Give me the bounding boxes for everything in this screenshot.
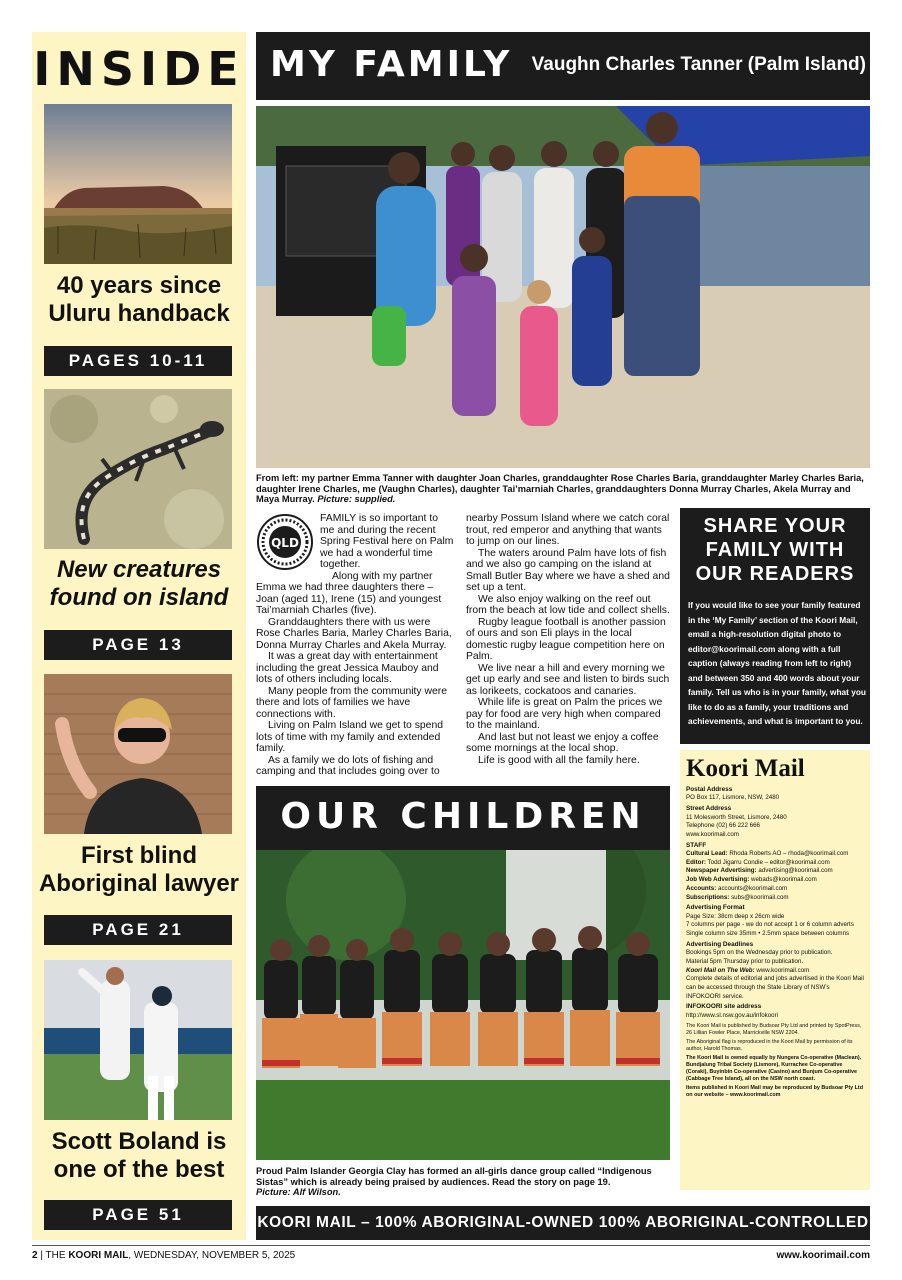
story-paragraph: FAMILY is so important to me and during the recent Spring Festival here on Palm we had a wonderful time together. — [320, 513, 454, 570]
share-body: If you would like to see your family featured in the ‘My Family’ section of the Koori Mail, email a high-resolution digital photo to editor@koorimail.com along with a full caption (always reading from left to right) and between 350 and 400 words about your family. Tell us who is in your family, what you like to do as a family, your traditions and achievements, and what is important to you. — [688, 600, 866, 726]
staff-role: Cultural Lead: — [686, 850, 728, 858]
story-paragraph: The waters around Palm have lots of fish and we also go camping on the island at Small Butler Bay where we have a shed and set up a tent. — [466, 547, 670, 593]
staff-line — [686, 894, 864, 903]
page-folio: 2 | THE KOORI MAIL, WEDNESDAY, NOVEMBER 5, 2025 — [32, 1250, 296, 1261]
inside-title: INSIDE — [33, 42, 245, 96]
story-paragraph: Along with my partner Emma we had three daughters there – Joan (aged 11), Irene (15) and youngest Tai’marniah Charles (five). — [256, 570, 442, 616]
my-family-banner — [256, 32, 870, 100]
staff-contact[interactable]: Rhoda Roberts AO – rhoda@koorimail.com — [729, 850, 849, 858]
ad-format-line: Single column size 35mm • 2.5mm space between columns — [686, 930, 850, 938]
staff-line — [686, 876, 864, 885]
qld-badge-icon — [256, 513, 314, 571]
teaser-headline-boland[interactable]: Scott Boland is one of the best — [51, 1128, 227, 1183]
family-photo[interactable] — [256, 106, 870, 468]
street-heading: Street Address — [686, 805, 732, 813]
staff-heading: STAFF — [686, 841, 707, 849]
story-paragraph: It was a great day with entertainment including the great Jessica Mauboy and lots of others including locals. — [256, 651, 439, 685]
ownership-tagline-bar: KOORI MAIL – 100% ABORIGINAL-OWNED 100% ABORIGINAL-CONTROLLED — [256, 1206, 870, 1240]
staff-role: Editor: — [686, 858, 706, 866]
page-ref-lawyer[interactable]: PAGE 21 — [44, 915, 232, 945]
story-paragraph: As a family we do lots of fishing and camping and that includes going over to — [256, 754, 440, 777]
dance-photo-caption — [256, 1166, 670, 1198]
share-title: SHARE YOUR FAMILY WITH OUR READERS — [695, 515, 855, 585]
teaser-headline-lawyer[interactable]: First blind Aboriginal lawyer — [38, 842, 240, 897]
staff-line — [686, 885, 864, 894]
website-link[interactable]: www.koorimail.com — [686, 830, 739, 838]
deadline-line: Material 5pm Thursday prior to publication. — [686, 957, 804, 965]
footer-rule — [32, 1245, 870, 1246]
ad-format-heading: Advertising Format — [686, 904, 745, 912]
page-ref-uluru[interactable]: PAGES 10-11 — [44, 346, 232, 376]
fine-print: The Aboriginal flag is reproduced in the Koori Mail by permission of its author, Harold Thomas. — [686, 1038, 853, 1052]
feature-byline: Vaughn Charles Tanner (Palm Island) — [531, 54, 866, 75]
street-address: 11 Molesworth Street, Lismore, 2480 — [686, 813, 787, 821]
staff-role: Accounts: — [686, 884, 717, 892]
koori-mail-info-box — [680, 750, 870, 1190]
section-title: MY FAMILY — [270, 44, 513, 85]
story-paragraph: Living on Palm Island we get to spend lots of time with my family and extended family. — [256, 720, 444, 754]
story-paragraph: While life is great on Palm the prices we pay for food are very high when compared to the mainland. — [466, 697, 663, 731]
story-paragraph: Granddaughters there with us were Rose Charles Baria, Marley Charles Baria, Donna Murray Charles and Akela Murray. — [256, 616, 452, 651]
infokoori-url[interactable]: http://www.sl.nsw.gov.au/infokoori — [686, 1011, 779, 1019]
staff-contact[interactable]: accounts@koorimail.com — [718, 884, 788, 892]
on-the-web-url[interactable]: www.koorimail.com — [756, 966, 810, 974]
teaser-headline-creatures[interactable]: New creatures found on island — [49, 556, 229, 611]
ad-format-line: 7 columns per page - we do not accept 1 or 6 column adverts — [686, 921, 854, 929]
postal-address: PO Box 117, Lismore, NSW, 2480 — [686, 794, 780, 802]
family-photo-caption — [256, 473, 870, 505]
story-column-1 — [256, 513, 454, 778]
children-caption-credit: Picture: Alf Wilson. — [256, 1187, 341, 1198]
staff-contact[interactable]: advertising@koorimail.com — [758, 867, 833, 875]
gecko-photo[interactable] — [44, 389, 232, 549]
cricket-photo[interactable] — [44, 960, 232, 1120]
page-ref-creatures[interactable]: PAGE 13 — [44, 630, 232, 660]
paper-name: KOORI MAIL — [68, 1250, 129, 1261]
story-column-2 — [466, 513, 670, 766]
qld-badge-text: QLD — [271, 536, 299, 550]
staff-contact[interactable]: subs@koorimail.com — [731, 893, 789, 901]
telephone: Telephone (02) 66 222 666 — [686, 822, 760, 830]
story-paragraph: Life is good with all the family here. — [478, 754, 640, 766]
staff-line — [686, 859, 864, 868]
ad-format-line: Page Size: 38cm deep x 26cm wide — [686, 912, 785, 920]
fine-print: The Koori Mail is owned equally by Nungera Co-operative (Maclean), Bundjalung Tribal Society (Lismore), Kurrachee Co-operative (Coraki), Buyinbin Co-operative (Casino) and Bunjum Co-operative (Cabbage Tree Island), all on the NSW north coast. — [686, 1054, 862, 1082]
page-ref-boland[interactable]: PAGE 51 — [44, 1200, 232, 1230]
staff-contact[interactable]: Todd Jigarru Condie – editor@koorimail.com — [707, 858, 830, 866]
story-paragraph: We also enjoy walking on the reef out from the beach at low tide and collect shells. — [466, 593, 670, 616]
share-your-family-box — [680, 508, 870, 744]
caption-credit: Picture: supplied. — [317, 494, 396, 505]
staff-role: Newspaper Advertising: — [686, 867, 757, 875]
staff-role: Job Web Advertising: — [686, 876, 750, 884]
archive-note: Complete details of editorial and jobs advertised in the Koori Mail can be accessed through the State Library of NSW’s INFOKOORI service. — [686, 975, 864, 1000]
dance-group-photo[interactable] — [256, 850, 670, 1160]
postal-heading: Postal Address — [686, 786, 733, 793]
our-children-banner — [256, 786, 670, 850]
caption-text: From left: my partner Emma Tanner with daughter Joan Charles, granddaughter Rose Charles Baria, granddaughter Marley Charles Baria, daughter Irene Charles, me (Vaughn Charles), daughter Tai’marniah Charles, granddaughters Donna Murray Charles, Akela Murray and Maya Murray. — [256, 473, 864, 505]
deadlines-heading: Advertising Deadlines — [686, 940, 754, 948]
uluru-photo[interactable] — [44, 104, 232, 264]
teaser-headline-uluru[interactable]: 40 years since Uluru handback — [48, 272, 230, 327]
staff-line — [686, 867, 864, 876]
story-paragraph: Rugby league football is another passion of ours and son Eli plays in the local domestic rugby league competition here on Palm. — [466, 616, 666, 662]
on-the-web-label: Koori Mail on The Web: — [686, 966, 755, 974]
on-the-web-line — [686, 967, 864, 976]
staff-line — [686, 850, 864, 859]
staff-role: Subscriptions: — [686, 893, 730, 901]
deadline-line: Bookings 5pm on the Wednesday prior to publication. — [686, 949, 833, 957]
story-paragraph: And last but not least we enjoy a coffee some mornings at the local shop. — [466, 731, 659, 754]
staff-contact[interactable]: webads@koorimail.com — [751, 876, 817, 884]
koori-mail-title: Koori Mail — [686, 755, 805, 782]
children-caption-text: Proud Palm Islander Georgia Clay has formed an all-girls dance group called “Indigenous Sistas” which is already being praised by audiences. Read the story on page 19. — [256, 1166, 652, 1187]
lawyer-photo[interactable] — [44, 674, 232, 834]
our-children-title: OUR CHILDREN — [280, 796, 646, 837]
story-paragraph: nearby Possum Island where we catch coral trout, red emperor and anything that wants to jump on our lines. — [466, 513, 670, 547]
fine-print: The Koori Mail is published by Budsoar Pty Ltd and printed by SpotPress, 26 Lillian Fowler Place, Marrickville NSW 2204. — [686, 1022, 862, 1036]
story-paragraph: Many people from the community were there and lots of families we have connections with. — [256, 685, 448, 720]
fine-print: Items published in Koori Mail may be reproduced by Budsoar Pty Ltd on our website – www.koorimail.com — [686, 1084, 864, 1098]
infokoori-heading: INFOKOORI site address — [686, 1003, 762, 1011]
issue-date: , WEDNESDAY, NOVEMBER 5, 2025 — [128, 1250, 296, 1261]
footer-website[interactable]: www.koorimail.com — [776, 1250, 870, 1261]
page-number: 2 — [32, 1250, 38, 1261]
story-paragraph: We live near a hill and every morning we get up early and see and listen to birds such as lorikeets, cockatoos and canaries. — [466, 662, 670, 697]
inside-sidebar — [32, 32, 246, 1240]
